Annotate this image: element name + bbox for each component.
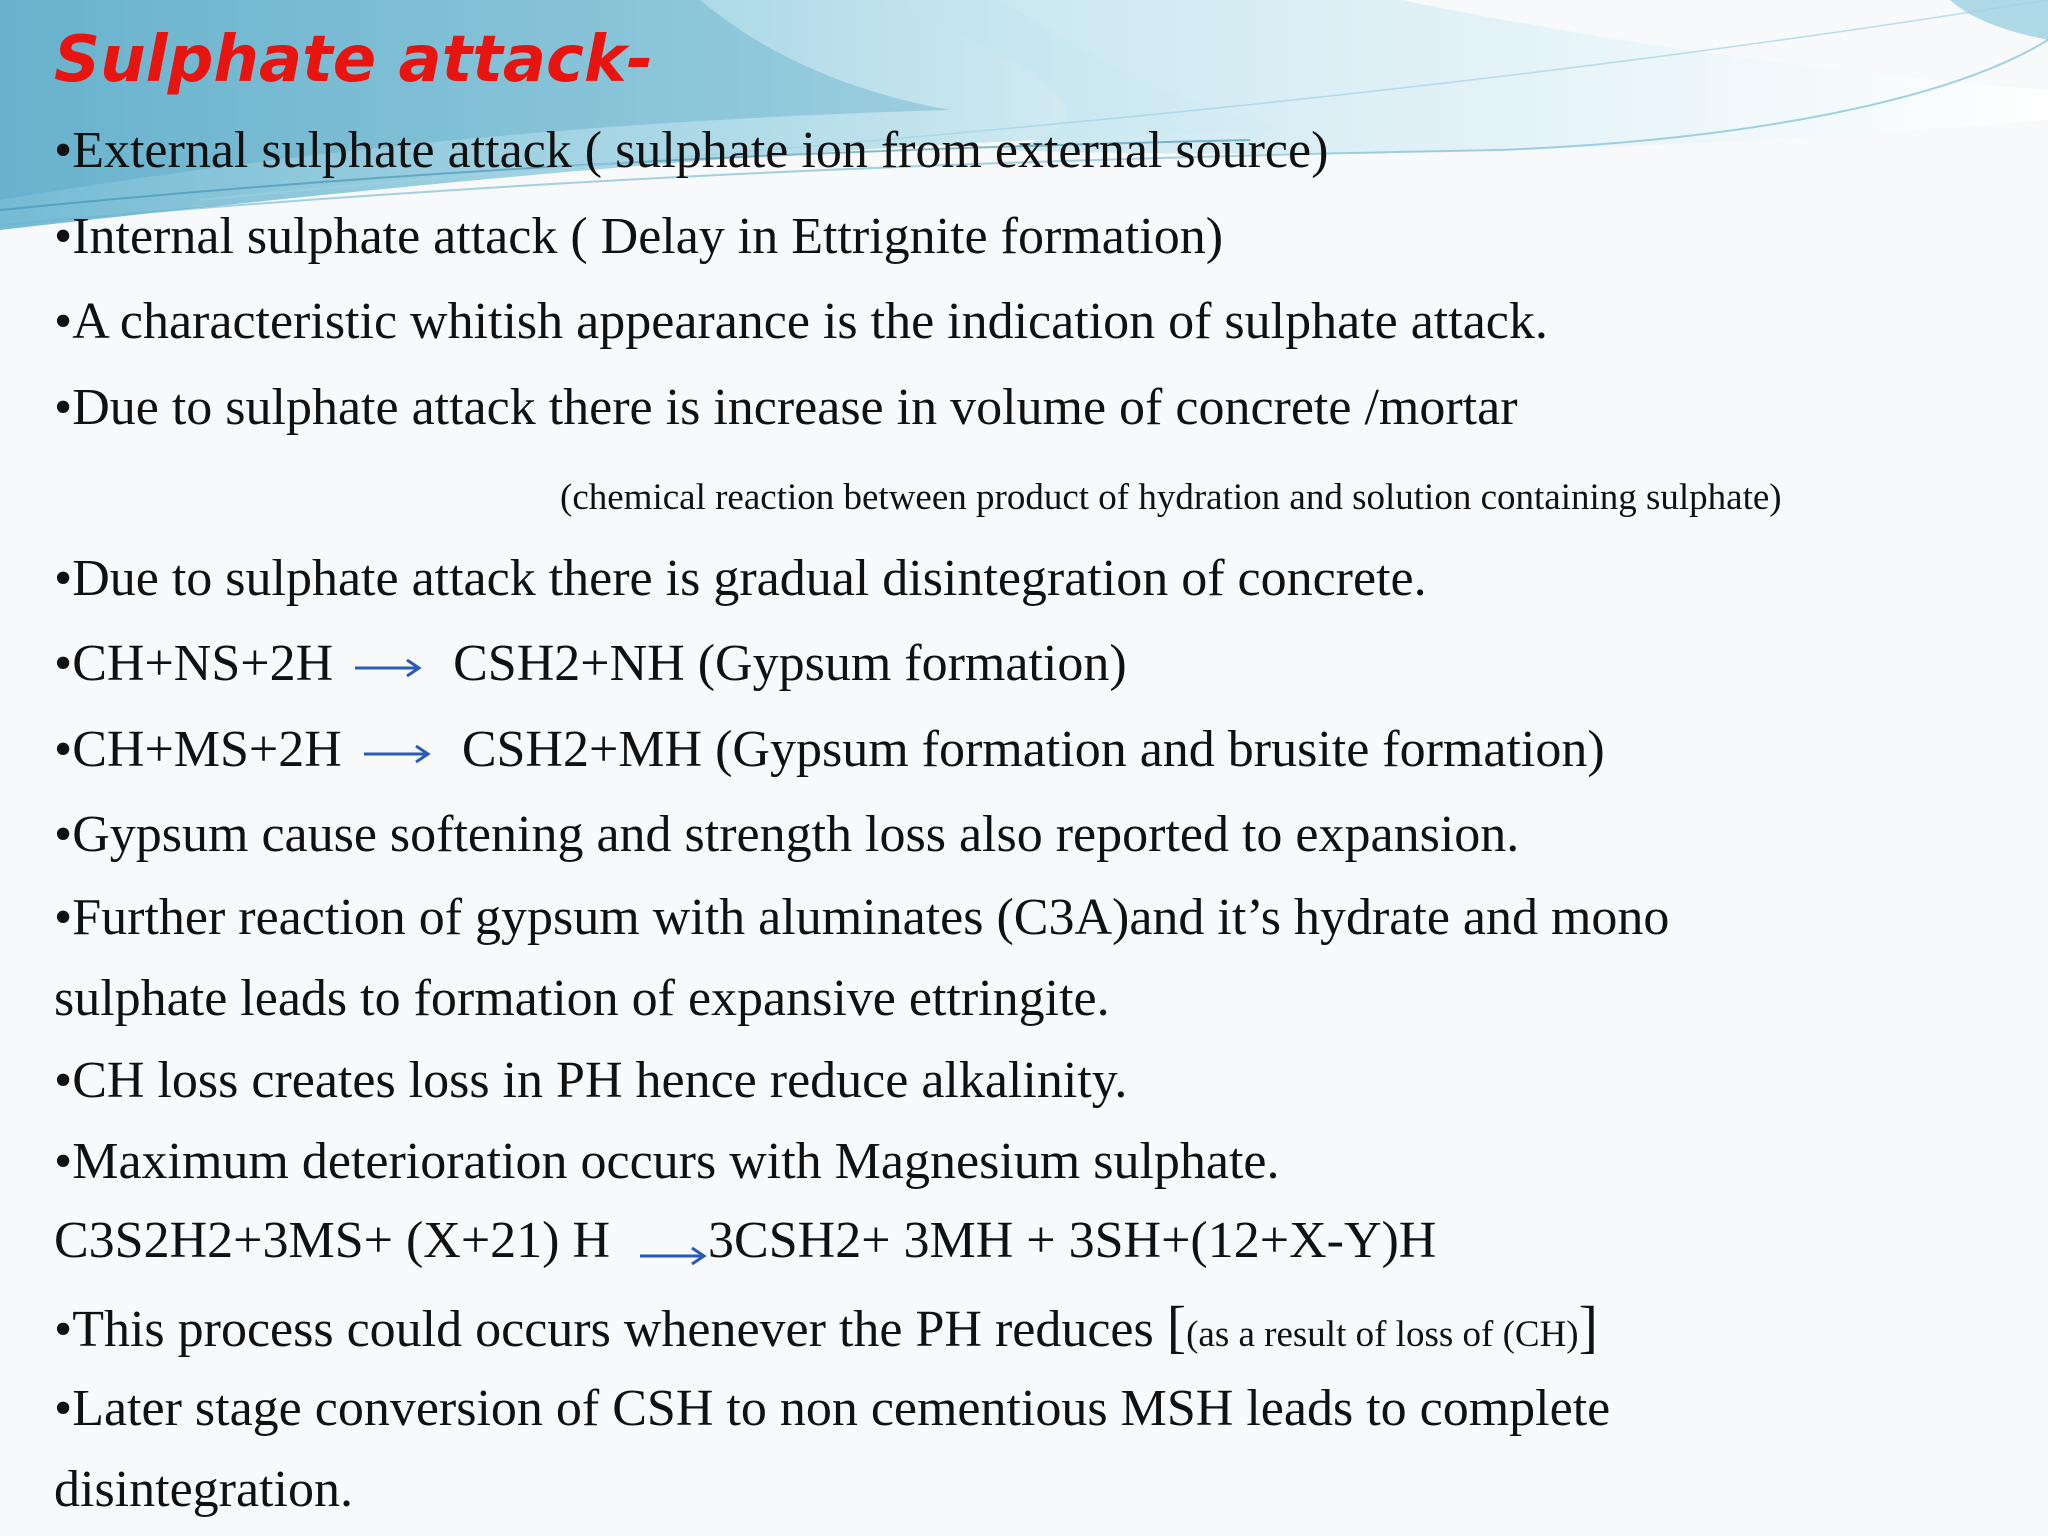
bullet-magnesium-sulphate: •Maximum deterioration occurs with Magnesium sulphate. (54, 1133, 1280, 1190)
bullet-volume-increase: •Due to sulphate attack there is increase in volume of concrete /mortar (54, 379, 1518, 436)
reaction3-products: 3CSH2+ 3MH + 3SH+(12+X-Y)H (708, 1212, 1437, 1269)
right-arrow-icon (638, 1245, 708, 1267)
reaction-gypsum-formation (54, 629, 1127, 699)
right-arrow-icon (362, 743, 432, 765)
reaction1-reactants: •CH+NS+2H (54, 635, 334, 692)
bullet-external-attack: •External sulphate attack ( sulphate ion from external source) (54, 122, 1329, 179)
right-arrow-icon (353, 657, 423, 679)
reaction1-products: CSH2+NH (Gypsum formation) (453, 635, 1127, 692)
reaction2-products: CSH2+MH (Gypsum formation and brusite formation) (461, 721, 1605, 778)
bullet-whitish-appearance: •A characteristic whitish appearance is the indication of sulphate attack. (54, 293, 1548, 350)
close-bracket: ] (1578, 1294, 1598, 1359)
slide-title: Sulphate attack- (54, 23, 654, 97)
bullet-further-reaction: •Further reaction of gypsum with aluminates (C3A)and it’s hydrate and mono (54, 889, 1670, 946)
bullet-ch-loss: •CH loss creates loss in PH hence reduce alkalinity. (54, 1052, 1128, 1109)
reaction-brusite-formation (54, 715, 1605, 785)
process-line-main: •This process could occurs whenever the PH reduces (54, 1301, 1167, 1358)
process-line-sub: (as a result of loss of (CH) (1186, 1314, 1579, 1355)
bullet-further-reaction-cont: sulphate leads to formation of expansive ettringite. (54, 970, 1110, 1027)
bullet-gypsum-softening: •Gypsum cause softening and strength loss also reported to expansion. (54, 806, 1520, 863)
bullet-later-stage: •Later stage conversion of CSH to non cementious MSH leads to complete (54, 1380, 1611, 1437)
bullet-ph-reduction (54, 1292, 1598, 1370)
bullet-later-stage-cont: disintegration. (54, 1461, 353, 1518)
reaction-magnesium (54, 1206, 1436, 1276)
bullet-disintegration: •Due to sulphate attack there is gradual disintegration of concrete. (54, 550, 1427, 607)
open-bracket: [ (1166, 1294, 1187, 1359)
chemical-reaction-note: (chemical reaction between product of hydration and solution containing sulphate) (560, 477, 1782, 518)
bullet-internal-attack: •Internal sulphate attack ( Delay in Ettrignite formation) (54, 208, 1224, 265)
reaction3-reactants: C3S2H2+3MS+ (X+21) H (54, 1212, 611, 1269)
reaction2-reactants: •CH+MS+2H (54, 721, 342, 778)
